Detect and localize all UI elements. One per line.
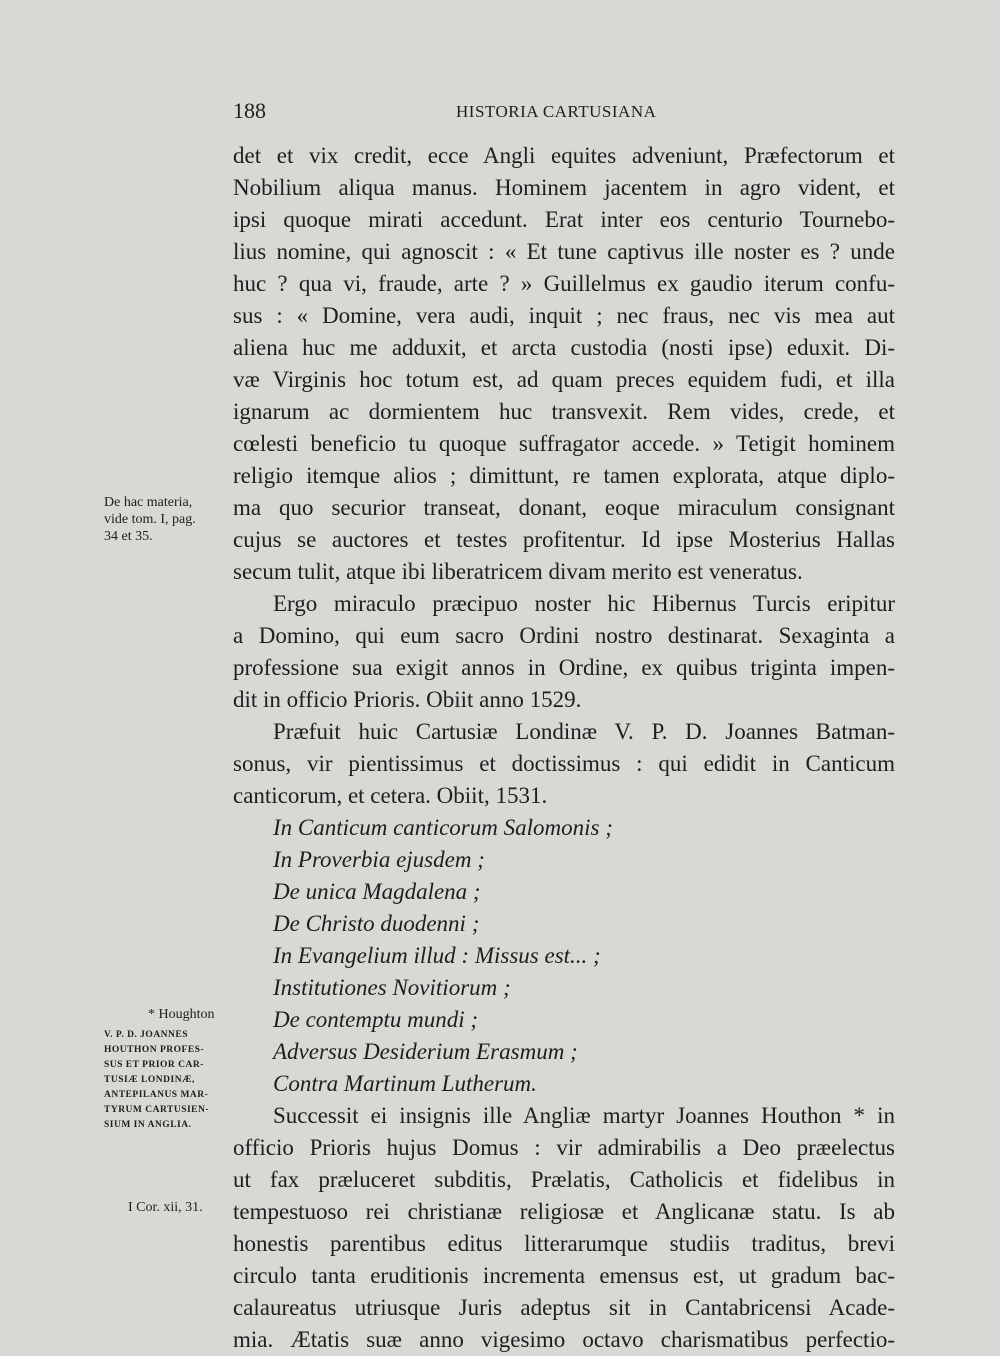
margin-note-line: * Houghton <box>148 1007 215 1022</box>
margin-note-line: I Cor. xii, 31. <box>128 1200 203 1215</box>
text-line: a Domino, qui eum sacro Ordini nostro destinarat. Sexaginta a <box>233 623 895 648</box>
page-number: 188 <box>233 98 266 123</box>
text-line: ma quo securior transeat, donant, eoque miraculum consignant <box>233 495 895 520</box>
text-line: det et vix credit, ecce Angli equites adveniunt, Præfectorum et <box>233 143 895 168</box>
margin-note-line: 34 et 35. <box>104 529 153 544</box>
text-line: ignarum ac dormientem huc transvexit. Rem vides, crede, et <box>233 399 895 424</box>
text-line: lius nomine, qui agnoscit : « Et tune captivus ille noster es ? unde <box>233 239 895 264</box>
text-line: circulo tanta eruditionis incrementa emensus est, ut gradum bac- <box>233 1263 895 1288</box>
margin-note-line: TUSIÆ LONDINÆ, <box>104 1075 195 1085</box>
text-line: ut fax præluceret subditis, Prælatis, Catholicis et fidelibus in <box>233 1167 895 1192</box>
margin-note-line: SUS ET PRIOR CAR- <box>104 1060 204 1070</box>
text-line: Præfuit huic Cartusiæ Londinæ V. P. D. Joannes Batman- <box>273 719 895 744</box>
margin-note-line: vide tom. I, pag. <box>104 512 196 527</box>
margin-note-materia <box>104 494 232 545</box>
text-line: honestis parentibus editus litterarumque studiis traditus, brevi <box>233 1231 895 1256</box>
margin-note-line: V. P. D. JOANNES <box>104 1030 189 1040</box>
text-line: religio itemque alios ; dimittunt, re tamen explorata, atque diplo- <box>233 463 895 488</box>
text-line: Institutiones Novitiorum ; <box>273 975 511 1000</box>
margin-note-cor <box>128 1199 203 1216</box>
body-text <box>233 140 895 1356</box>
margin-note-line: De hac materia, <box>104 495 193 510</box>
text-line: væ Virginis hoc totum est, ad quam preces equidem fudi, et illa <box>233 367 895 392</box>
text-line: mia. Ætatis suæ anno vigesimo octavo charismatibus perfectio- <box>233 1327 895 1352</box>
running-title: HISTORIA CARTUSIANA <box>456 102 657 121</box>
text-line: In Proverbia ejusdem ; <box>273 847 485 872</box>
margin-note-line: ANTEPILANUS MAR- <box>104 1090 209 1100</box>
text-line: In Canticum canticorum Salomonis ; <box>273 815 613 840</box>
text-line: Successit ei insignis ille Angliæ martyr Joannes Houthon * in <box>273 1103 895 1128</box>
text-line: sus : « Domine, vera audi, inquit ; nec fraus, nec vis mea aut <box>233 303 895 328</box>
margin-note-line: HOUTHON PROFES- <box>104 1045 205 1055</box>
text-line: De Christo duodenni ; <box>273 911 480 936</box>
text-line: sonus, vir pientissimus et doctissimus : qui edidit in Canticum <box>233 751 895 776</box>
text-line: dit in officio Prioris. Obiit anno 1529. <box>233 687 582 712</box>
text-line: cœlesti beneficio tu quoque suffragator accede. » Tetigit hominem <box>233 431 895 456</box>
text-line: Adversus Desiderium Erasmum ; <box>273 1039 578 1064</box>
margin-note-houghton <box>148 1006 215 1023</box>
text-line: De unica Magdalena ; <box>273 879 481 904</box>
text-line: ipsi quoque mirati accedunt. Erat inter eos centurio Tournebo- <box>233 207 895 232</box>
text-line: In Evangelium illud : Missus est... ; <box>273 943 601 968</box>
text-line: professione sua exigit annos in Ordine, ex quibus triginta impen- <box>233 655 895 680</box>
text-line: aliena huc me adduxit, et arcta custodia (nosti ipse) eduxit. Di- <box>233 335 895 360</box>
margin-note-line: TYRUM CARTUSIEN- <box>104 1105 210 1115</box>
text-line: calaureatus utriusque Juris adeptus sit in Cantabricensi Acade- <box>233 1295 895 1320</box>
text-line: tempestuoso rei christianæ religiosæ et Anglicanæ statu. Is ab <box>233 1199 895 1224</box>
text-line: canticorum, et cetera. Obiit, 1531. <box>233 783 548 808</box>
text-line: huc ? qua vi, fraude, arte ? » Guillelmus ex gaudio iterum confu- <box>233 271 895 296</box>
text-line: Contra Martinum Lutherum. <box>273 1071 537 1096</box>
text-line: secum tulit, atque ibi liberatricem divam merito est veneratus. <box>233 559 803 584</box>
text-line: Nobilium aliqua manus. Hominem jacentem in agro vident, et <box>233 175 895 200</box>
text-line: officio Prioris hujus Domus : vir admirabilis a Deo præelectus <box>233 1135 895 1160</box>
text-line: De contemptu mundi ; <box>273 1007 479 1032</box>
text-line: Ergo miraculo præcipuo noster hic Hibernus Turcis eripitur <box>273 591 895 616</box>
margin-note-line: SIUM IN ANGLIA. <box>104 1120 192 1130</box>
page-header <box>233 98 893 128</box>
margin-note-titulus <box>104 1028 230 1133</box>
text-line: cujus se auctores et testes profitentur. Id ipse Mosterius Hallas <box>233 527 895 552</box>
